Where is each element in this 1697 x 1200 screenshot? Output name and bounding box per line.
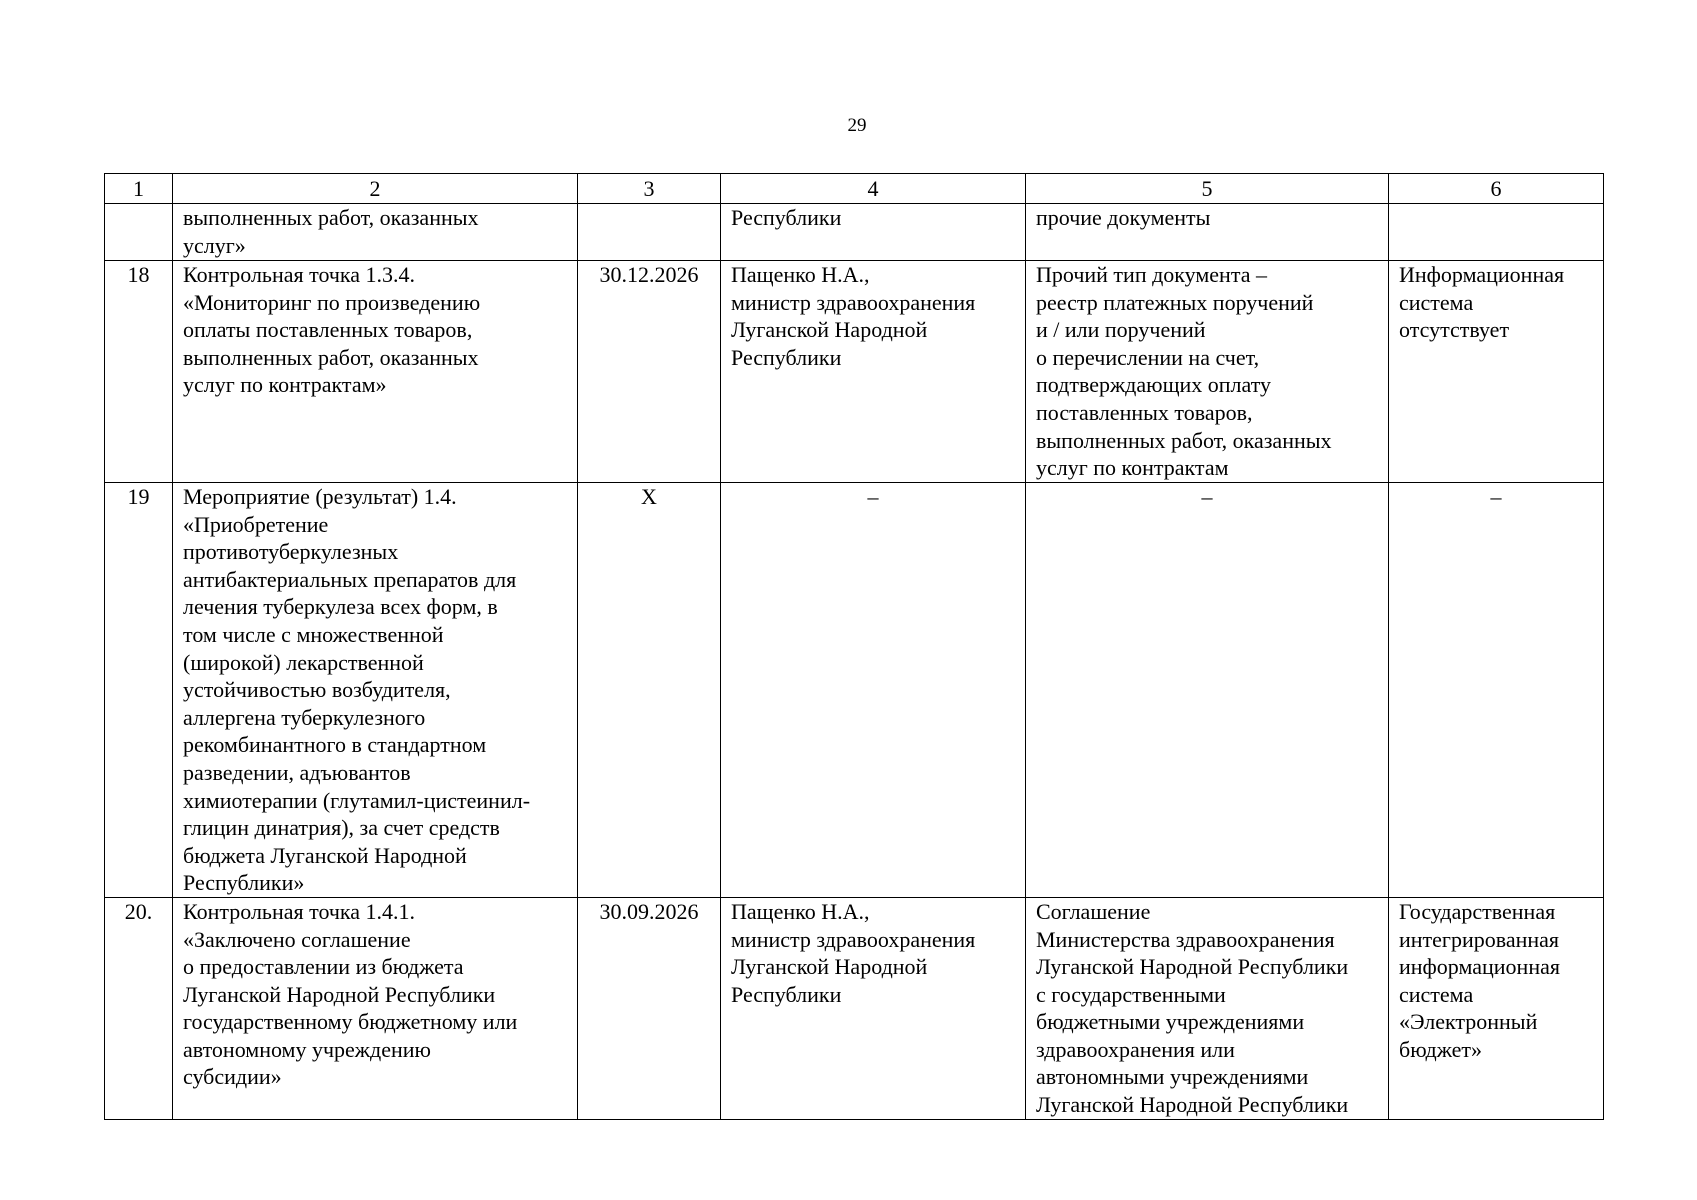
header-col-6: 6 [1389,174,1604,204]
row-responsible: Республики [721,204,1026,261]
row-document: Прочий тип документа – реестр платежных поручений и / или поручений о перечислении на счет, подтверждающих оплату поставленных товаров, выполненных работ, оказанных услуг по контрактам [1026,261,1389,483]
header-col-4: 4 [721,174,1026,204]
header-row [105,174,1604,204]
row-number [105,204,173,261]
control-points-table [104,173,1604,1120]
page-number: 29 [847,115,867,136]
table-row [105,261,1604,483]
row-system [1389,204,1604,261]
row-document: прочие документы [1026,204,1389,261]
row-document: Соглашение Министерства здравоохранения Луганской Народной Республики с государственными бюджетными учреждениями здравоохранения или автономными учреждениями Луганской Народной Республики [1026,897,1389,1119]
header-col-5: 5 [1026,174,1389,204]
header-col-1: 1 [105,174,173,204]
header-col-3: 3 [578,174,721,204]
row-date: 30.09.2026 [578,897,721,1119]
row-name: Контрольная точка 1.4.1. «Заключено соглашение о предоставлении из бюджета Луганской Народной Республики государственному бюджетному или автономному учреждению субсидии» [173,897,578,1119]
row-name: выполненных работ, оказанных услуг» [173,204,578,261]
row-system: Государственная интегрированная информационная система «Электронный бюджет» [1389,897,1604,1119]
row-number: 18 [105,261,173,483]
row-number: 19 [105,483,173,898]
row-name: Контрольная точка 1.3.4. «Мониторинг по произведению оплаты поставленных товаров, выполненных работ, оказанных услуг по контрактам» [173,261,578,483]
table-row [105,897,1604,1119]
row-responsible: Пащенко Н.А., министр здравоохранения Луганской Народной Республики [721,897,1026,1119]
row-date: Х [578,483,721,898]
table-row [105,483,1604,898]
row-name: Мероприятие (результат) 1.4. «Приобретение противотуберкулезных антибактериальных препаратов для лечения туберкулеза всех форм, в том числе с множественной (широкой) лекарственной устойчивостью возбудителя, аллергена туберкулезного рекомбинантного в стандартном разведении, адъювантов химиотерапии (глутамил-цистеинил- глицин динатрия), за счет средств бюджета Луганской Народной Республики» [173,483,578,898]
row-responsible: Пащенко Н.А., министр здравоохранения Луганской Народной Республики [721,261,1026,483]
row-date [578,204,721,261]
row-date: 30.12.2026 [578,261,721,483]
row-number: 20. [105,897,173,1119]
header-col-2: 2 [173,174,578,204]
row-system: – [1389,483,1604,898]
row-responsible: – [721,483,1026,898]
table-row [105,204,1604,261]
row-system: Информационная система отсутствует [1389,261,1604,483]
row-document: – [1026,483,1389,898]
